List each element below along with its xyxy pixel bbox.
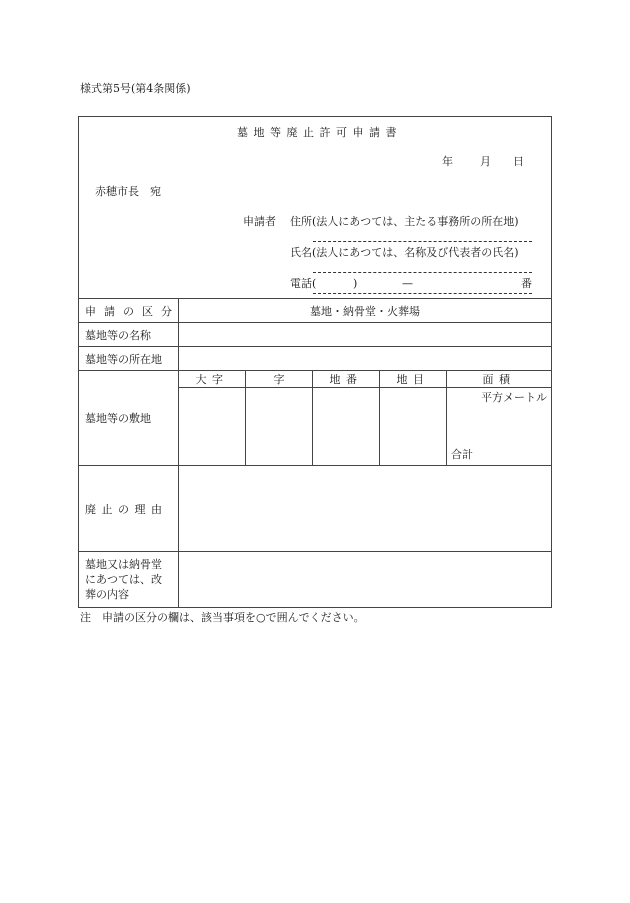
reburial-label: 墓地又は納骨堂にあつては、改葬の内容: [85, 558, 162, 601]
phone-dash: —: [402, 277, 413, 290]
site-oaza-field[interactable]: [179, 388, 246, 466]
reburial-field[interactable]: [179, 552, 552, 608]
applicant-label: 申請者: [243, 215, 276, 228]
reason-label-cell: [79, 466, 179, 552]
name-line: [313, 272, 532, 273]
address-line: [313, 241, 532, 242]
category-label-cell: [79, 299, 179, 323]
category-label: 申 請 の 区 分: [85, 304, 172, 318]
site-chiban-field[interactable]: [313, 388, 380, 466]
facility-location-field[interactable]: [179, 347, 552, 371]
form-title: 墓地等廃止許可申請書: [237, 126, 402, 139]
site-col-oaza: 大字: [179, 371, 246, 388]
form-number: 様式第5号(第4条関係): [80, 82, 191, 95]
name-label-cell: [79, 323, 179, 347]
date-day: 日: [513, 155, 524, 168]
facility-name-field[interactable]: [179, 323, 552, 347]
area-unit: 平方メートル: [481, 391, 548, 404]
phone-line: [313, 293, 532, 294]
reason-field[interactable]: [179, 466, 552, 552]
application-form-table: [78, 116, 552, 608]
site-col-chimoku: 地目: [380, 371, 447, 388]
area-total-label: 合計: [451, 448, 473, 461]
footnote: 注 申請の区分の欄は、該当事項を○で囲んでください。: [80, 611, 365, 624]
site-aza-field[interactable]: [246, 388, 313, 466]
site-label-cell: [79, 371, 179, 466]
reburial-label-cell: [79, 552, 179, 608]
location-label-cell: [79, 347, 179, 371]
facility-name-label: 墓地等の名称: [85, 328, 151, 342]
site-col-chiban: 地番: [313, 371, 380, 388]
phone-prefix: 電話(: [290, 277, 317, 290]
site-col-aza: 字: [246, 371, 313, 388]
facility-location-label: 墓地等の所在地: [85, 352, 162, 366]
reason-label: 廃止の理由: [85, 502, 168, 516]
phone-suffix: 番: [521, 277, 532, 290]
date-year: 年: [442, 155, 453, 168]
addressee: 赤穂市長 宛: [95, 185, 161, 198]
name-label: 氏名(法人にあつては、名称及び代表者の氏名): [290, 246, 519, 259]
site-area-field[interactable]: [447, 388, 552, 466]
form-header-cell: [79, 117, 552, 299]
site-chimoku-field[interactable]: [380, 388, 447, 466]
site-col-menseki: 面積: [447, 371, 552, 388]
date-month: 月: [480, 155, 491, 168]
category-value-cell[interactable]: [179, 299, 552, 323]
phone-close: ): [353, 277, 358, 290]
site-label: 墓地等の敷地: [85, 412, 151, 425]
address-label: 住所(法人にあつては、主たる事務所の所在地): [290, 215, 519, 228]
category-options[interactable]: 墓地・納骨堂・火葬場: [310, 304, 421, 318]
